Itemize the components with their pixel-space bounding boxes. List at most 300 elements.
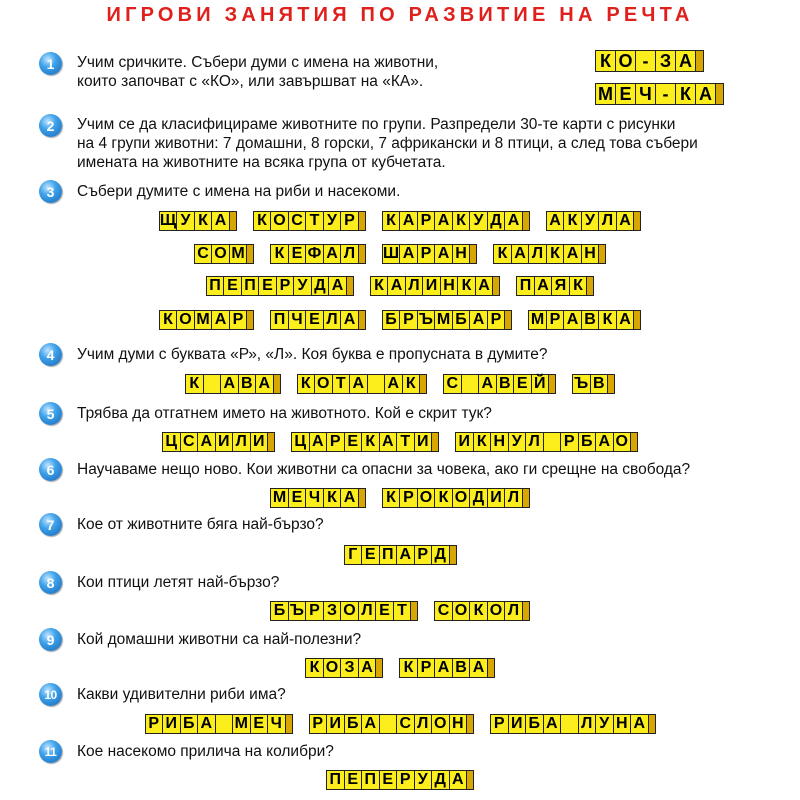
word-row: [0, 432, 800, 452]
item-3-text: [77, 182, 400, 201]
letter-cube: А: [449, 770, 468, 790]
letter-cube: М: [434, 310, 453, 330]
letter-cube: Р: [414, 545, 433, 565]
item-7-line-1: Кое от животните бяга най-бързо?: [77, 516, 324, 533]
letter-cube: Е: [615, 83, 636, 105]
letter-cube: Б: [525, 714, 544, 734]
letter-cube: -: [635, 50, 656, 72]
letter-cube: А: [675, 50, 696, 72]
letter-cube: К: [253, 211, 272, 231]
letter-cube: Р: [396, 770, 415, 790]
letter-cube: А: [534, 276, 553, 296]
letter-cube: Р: [417, 244, 436, 264]
letter-cube: З: [655, 50, 676, 72]
letter-cube: А: [220, 374, 239, 394]
letter-cube: Н: [452, 244, 471, 264]
item-6-line-1: Научаваме нещо ново. Кои животни са опасни за човека, ако ги срещне на свобода?: [77, 461, 691, 478]
letter-cube-word: [297, 374, 428, 394]
item-4-text: [77, 345, 547, 364]
letter-cube: О: [452, 601, 471, 621]
word-row: [595, 50, 704, 72]
letter-cube: А: [563, 244, 582, 264]
letter-cube: А: [349, 374, 368, 394]
letter-cube: К: [297, 374, 316, 394]
letter-cube: У: [595, 714, 614, 734]
letter-cube: К: [675, 83, 696, 105]
letter-cube: [560, 714, 579, 734]
letter-cube: У: [414, 770, 433, 790]
letter-cube: И: [455, 432, 474, 452]
item-number-1: 1: [39, 52, 62, 75]
letter-cube: И: [326, 714, 345, 734]
cube-side: [522, 488, 530, 508]
letter-cube: Ч: [288, 310, 307, 330]
letter-cube: Т: [396, 432, 415, 452]
letter-cube: Л: [414, 714, 433, 734]
letter-cube: А: [630, 714, 649, 734]
letter-cube: Т: [393, 601, 412, 621]
letter-cube: А: [255, 374, 274, 394]
letter-cube: [203, 374, 222, 394]
cube-side: [273, 374, 281, 394]
letter-cube: Я: [551, 276, 570, 296]
letter-cube: Р: [487, 310, 506, 330]
letter-cube: Д: [431, 545, 450, 565]
cube-side: [598, 244, 606, 264]
letter-cube-word: [493, 244, 606, 264]
item-number-4: 4: [39, 343, 62, 366]
cube-side: [522, 601, 530, 621]
letter-cube: Р: [417, 211, 436, 231]
cube-side: [358, 244, 366, 264]
letter-cube: П: [361, 770, 380, 790]
letter-cube: С: [194, 244, 213, 264]
letter-cube: Ш: [382, 245, 400, 262]
letter-cube: Щ: [159, 212, 177, 229]
letter-cube: О: [176, 310, 195, 330]
letter-cube: Е: [305, 310, 324, 330]
item-2-line-2: на 4 групи животни: 7 домашни, 8 горски, 7 африкански и 8 птици, а след това събери: [77, 135, 698, 152]
letter-cube: В: [496, 374, 515, 394]
letter-cube-word: [326, 770, 474, 790]
item-2-text: [77, 115, 698, 172]
letter-cube: Р: [305, 601, 324, 621]
letter-cube: Ъ: [417, 310, 436, 330]
letter-cube: Л: [504, 488, 523, 508]
item-number-2: 2: [39, 114, 62, 137]
letter-cube: А: [434, 658, 453, 678]
item-number-3: 3: [39, 180, 62, 203]
letter-cube: К: [270, 244, 289, 264]
letter-cube: С: [180, 432, 199, 452]
letter-cube: Р: [417, 658, 436, 678]
item-6-text: [77, 460, 690, 479]
letter-cube: Р: [309, 714, 328, 734]
letter-cube: А: [434, 211, 453, 231]
letter-cube: П: [270, 310, 289, 330]
letter-cube: А: [379, 432, 398, 452]
letter-cube: П: [206, 276, 225, 296]
letter-cube: Н: [613, 714, 632, 734]
letter-cube: Д: [311, 276, 330, 296]
letter-cube: А: [399, 211, 418, 231]
letter-cube: А: [616, 211, 635, 231]
letter-cube: К: [469, 601, 488, 621]
letter-cube-word: [382, 244, 478, 264]
letter-cube: Л: [323, 310, 342, 330]
letter-cube-word: [185, 374, 281, 394]
letter-cube: И: [487, 488, 506, 508]
letter-cube-word: [291, 432, 439, 452]
letter-cube: Е: [513, 374, 532, 394]
letter-cube-word: [595, 83, 724, 105]
letter-cube: Ч: [635, 83, 656, 105]
letter-cube: С: [443, 374, 462, 394]
letter-cube: А: [211, 211, 230, 231]
letter-cube: Б: [344, 714, 363, 734]
letter-cube-word: [270, 244, 366, 264]
letter-cube-word: [270, 601, 418, 621]
letter-cube: А: [340, 488, 359, 508]
letter-cube-word: [434, 601, 530, 621]
item-9-text: [77, 630, 361, 649]
item-number-9: 9: [39, 628, 62, 651]
letter-cube-word: [528, 310, 641, 330]
letter-cube: А: [340, 310, 359, 330]
letter-cube: О: [613, 432, 632, 452]
cube-side: [607, 374, 615, 394]
letter-cube: О: [323, 658, 342, 678]
letter-cube: П: [379, 545, 398, 565]
letter-cube-word: [546, 211, 642, 231]
letter-cube: Р: [399, 488, 418, 508]
item-1-text: [77, 53, 438, 91]
letter-cube: Ц: [162, 432, 181, 452]
letter-cube: Е: [361, 545, 380, 565]
cube-side: [358, 488, 366, 508]
letter-cube: Л: [405, 276, 424, 296]
word-row: [0, 310, 800, 330]
letter-cube: У: [293, 276, 312, 296]
word-row: [595, 83, 724, 105]
letter-cube: А: [616, 310, 635, 330]
cube-side: [492, 276, 500, 296]
letter-cube: К: [402, 374, 421, 394]
letter-cube: К: [361, 432, 380, 452]
letter-cube: А: [543, 714, 562, 734]
letter-cube: О: [270, 211, 289, 231]
letter-cube: Ц: [291, 432, 310, 452]
letter-cube-word: [270, 310, 366, 330]
letter-cube: Н: [490, 432, 509, 452]
letter-cube: Г: [344, 545, 363, 565]
letter-cube: Ч: [267, 714, 286, 734]
letter-cube-word: [490, 714, 656, 734]
word-row: [0, 601, 800, 621]
letter-cube: С: [434, 601, 453, 621]
letter-cube: Ч: [305, 488, 324, 508]
letter-cube: Л: [525, 432, 544, 452]
letter-cube: Е: [288, 244, 307, 264]
letter-cube: Р: [399, 310, 418, 330]
letter-cube: Н: [581, 244, 600, 264]
letter-cube: А: [475, 276, 494, 296]
letter-cube-word: [370, 276, 501, 296]
letter-cube: Й: [531, 374, 550, 394]
letter-cube: Б: [180, 714, 199, 734]
letter-cube: А: [563, 310, 582, 330]
cube-side: [469, 244, 477, 264]
letter-cube: К: [323, 488, 342, 508]
letter-cube: В: [452, 658, 471, 678]
letter-cube: [367, 374, 386, 394]
word-row: [0, 211, 800, 231]
item-3-line-1: Събери думите с имена на риби и насекоми.: [77, 183, 401, 200]
letter-cube: Е: [344, 432, 363, 452]
letter-cube: Ъ: [288, 601, 307, 621]
letter-cube: О: [340, 601, 359, 621]
cube-side: [504, 310, 512, 330]
letter-cube: Н: [440, 276, 459, 296]
letter-cube: Т: [305, 211, 324, 231]
letter-cube: Р: [490, 714, 509, 734]
letter-cube: И: [250, 432, 269, 452]
letter-cube: Б: [270, 601, 289, 621]
item-10-text: [77, 685, 286, 704]
cube-side: [358, 211, 366, 231]
word-row: [0, 545, 800, 565]
cube-side: [410, 601, 418, 621]
cube-side: [267, 432, 275, 452]
letter-cube: О: [314, 374, 333, 394]
cube-side: [285, 714, 293, 734]
item-8-text: [77, 573, 279, 592]
letter-cube: К: [159, 310, 178, 330]
cube-side: [487, 658, 495, 678]
letter-cube: П: [241, 276, 260, 296]
letter-cube: П: [326, 770, 345, 790]
item-number-11: 11: [39, 740, 62, 763]
item-5-text: [77, 404, 492, 423]
item-number-8: 8: [39, 571, 62, 594]
cube-side: [466, 714, 474, 734]
word-row: [0, 244, 800, 264]
letter-cube-word: [399, 658, 495, 678]
item-2-line-1: Учим се да класифицираме животните по групи. Разпредели 30-те карти с рисунки: [77, 116, 676, 133]
item-11-text: [77, 742, 334, 761]
letter-cube: Д: [487, 211, 506, 231]
cube-side: [466, 770, 474, 790]
letter-cube: Е: [288, 488, 307, 508]
letter-cube-word: [162, 432, 275, 452]
letter-cube-word: [572, 374, 615, 394]
letter-cube: С: [288, 211, 307, 231]
letter-cube: У: [469, 211, 488, 231]
letter-cube: А: [384, 374, 403, 394]
letter-cube: А: [197, 432, 216, 452]
letter-cube: Р: [340, 211, 359, 231]
letter-cube: Е: [250, 714, 269, 734]
letter-cube: М: [270, 488, 289, 508]
letter-cube: А: [197, 714, 216, 734]
letter-cube: Л: [598, 211, 617, 231]
letter-cube: О: [431, 714, 450, 734]
letter-cube: А: [546, 211, 565, 231]
letter-cube: К: [194, 211, 213, 231]
letter-cube: У: [508, 432, 527, 452]
letter-cube: Б: [578, 432, 597, 452]
cube-side: [633, 310, 641, 330]
letter-cube: И: [162, 714, 181, 734]
letter-cube: Е: [223, 276, 242, 296]
cube-side: [246, 310, 254, 330]
letter-cube: К: [370, 276, 389, 296]
letter-cube: А: [323, 244, 342, 264]
letter-cube: А: [328, 276, 347, 296]
letter-cube: [215, 714, 234, 734]
letter-cube: О: [417, 488, 436, 508]
letter-cube: А: [361, 714, 380, 734]
letter-cube-word: [309, 714, 475, 734]
word-row: [0, 374, 800, 394]
item-number-6: 6: [39, 458, 62, 481]
letter-cube-word: [270, 488, 366, 508]
letter-cube: Р: [229, 310, 248, 330]
letter-cube: Б: [452, 310, 471, 330]
letter-cube: У: [323, 211, 342, 231]
word-row: [0, 770, 800, 790]
letter-cube: К: [563, 211, 582, 231]
letter-cube: [461, 374, 480, 394]
letter-cube: М: [232, 714, 251, 734]
letter-cube-word: [595, 50, 704, 72]
letter-cube: К: [452, 211, 471, 231]
letter-cube: В: [238, 374, 257, 394]
letter-cube: Е: [375, 601, 394, 621]
letter-cube: О: [487, 601, 506, 621]
letter-cube: Б: [382, 310, 401, 330]
cube-side: [715, 83, 724, 105]
cube-side: [229, 211, 237, 231]
cube-side: [548, 374, 556, 394]
letter-cube: Д: [431, 770, 450, 790]
letter-cube: Д: [469, 488, 488, 508]
letter-cube: Ъ: [572, 374, 591, 394]
word-row: [0, 658, 800, 678]
letter-cube: К: [546, 244, 565, 264]
cube-side: [522, 211, 530, 231]
letter-cube-word: [194, 244, 255, 264]
word-row: [0, 488, 800, 508]
cube-side: [419, 374, 427, 394]
letter-cube: З: [323, 601, 342, 621]
letter-cube: И: [215, 432, 234, 452]
letter-cube: М: [528, 310, 547, 330]
letter-cube: К: [305, 658, 324, 678]
letter-cube: Р: [560, 432, 579, 452]
letter-cube: О: [211, 244, 230, 264]
letter-cube: А: [469, 658, 488, 678]
letter-cube: Н: [449, 714, 468, 734]
item-7-text: [77, 515, 324, 534]
letter-cube-word: [455, 432, 638, 452]
letter-cube: К: [399, 658, 418, 678]
letter-cube: И: [422, 276, 441, 296]
letter-cube: О: [615, 50, 636, 72]
letter-cube: А: [511, 244, 530, 264]
letter-cube: К: [598, 310, 617, 330]
letter-cube: Л: [504, 601, 523, 621]
letter-cube: К: [595, 50, 616, 72]
item-8-line-1: Кои птици летят най-бързо?: [77, 574, 280, 591]
cube-side: [375, 658, 383, 678]
cube-side: [633, 211, 641, 231]
item-number-7: 7: [39, 513, 62, 536]
letter-cube: А: [504, 211, 523, 231]
letter-cube-word: [382, 488, 530, 508]
cube-side: [346, 276, 354, 296]
letter-cube-word: [305, 658, 383, 678]
letter-cube: К: [382, 488, 401, 508]
letter-cube: А: [309, 432, 328, 452]
item-10-line-1: Какви удивителни риби има?: [77, 686, 286, 703]
letter-cube-word: [206, 276, 354, 296]
letter-cube: Р: [546, 310, 565, 330]
letter-cube: Р: [145, 714, 164, 734]
letter-cube: М: [595, 83, 616, 105]
letter-cube: А: [434, 244, 453, 264]
item-5-line-1: Трябва да отгатнем името на животното. Кой е скрит тук?: [77, 405, 492, 422]
letter-cube: К: [493, 244, 512, 264]
letter-cube: М: [194, 310, 213, 330]
item-1-line-1: Учим сричките. Събери думи с имена на животни,: [77, 54, 439, 71]
letter-cube-word: [382, 211, 530, 231]
letter-cube-word: [145, 714, 293, 734]
letter-cube-word: [344, 545, 457, 565]
letter-cube: Р: [276, 276, 295, 296]
word-row: [0, 714, 800, 734]
letter-cube-word: [382, 310, 513, 330]
cube-side: [449, 545, 457, 565]
letter-cube: Е: [344, 770, 363, 790]
letter-cube: Л: [232, 432, 251, 452]
cube-side: [358, 310, 366, 330]
letter-cube-word: [253, 211, 366, 231]
letter-cube: К: [569, 276, 588, 296]
cube-side: [630, 432, 638, 452]
letter-cube: А: [595, 432, 614, 452]
letter-cube: К: [473, 432, 492, 452]
item-2-line-3: имената на животните на всяка група от кубчетата.: [77, 154, 446, 171]
letter-cube: А: [469, 310, 488, 330]
letter-cube: Е: [258, 276, 277, 296]
item-4-line-1: Учим думи с буквата «Р», «Л». Коя буква е пропусната в думите?: [77, 346, 548, 363]
letter-cube-word: [159, 211, 237, 231]
letter-cube: К: [457, 276, 476, 296]
cube-side: [648, 714, 656, 734]
letter-cube: А: [211, 310, 230, 330]
letter-cube: Л: [340, 244, 359, 264]
letter-cube: Ф: [305, 244, 324, 264]
letter-cube: В: [590, 374, 609, 394]
word-row: [0, 276, 800, 296]
cube-side: [246, 244, 254, 264]
cube-side: [695, 50, 704, 72]
letter-cube: С: [396, 714, 415, 734]
item-number-5: 5: [39, 402, 62, 425]
letter-cube: К: [434, 488, 453, 508]
letter-cube: Л: [358, 601, 377, 621]
